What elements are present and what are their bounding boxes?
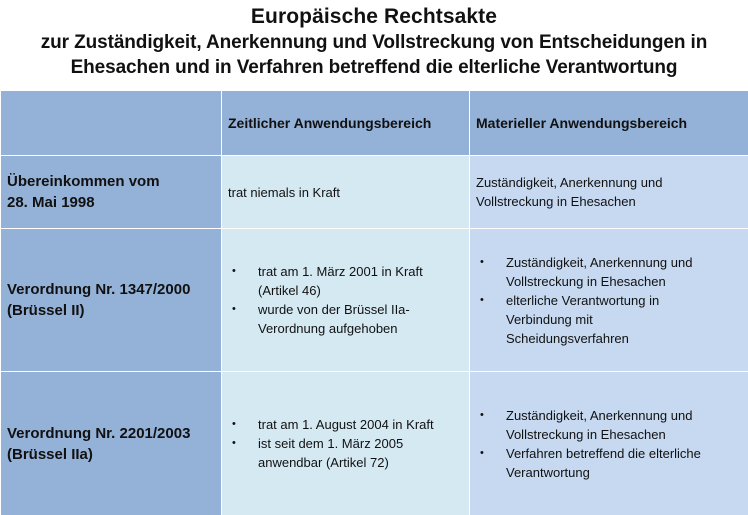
bullet-icon: • <box>480 408 484 421</box>
row-label <box>1 372 222 515</box>
bullet-icon: • <box>480 293 484 306</box>
list-item <box>228 300 469 338</box>
row-label-line: Übereinkommen vom <box>7 173 160 190</box>
bullet-icon: • <box>232 265 236 277</box>
table-row <box>1 372 748 515</box>
temporal-cell <box>222 372 470 515</box>
list-item <box>228 434 469 472</box>
legal-acts-table <box>0 90 748 515</box>
row-label-line: Verordnung Nr. 2201/2003 <box>7 424 191 442</box>
bullet-text: Zuständigkeit, Anerkennung und <box>506 407 693 423</box>
temporal-text: trat niemals in Kraft <box>228 184 340 200</box>
header-cell-material: Materieller Anwendungsbereich <box>470 91 748 156</box>
header-cell-temporal: Zeitlicher Anwendungsbereich <box>222 91 470 156</box>
material-cell <box>470 372 748 515</box>
bullet-text: Scheidungsverfahren <box>506 330 629 346</box>
page-title: Europäische Rechtsakte <box>250 5 498 28</box>
bullet-icon: • <box>232 303 236 315</box>
bullet-text: Verordnung aufgehoben <box>258 321 398 336</box>
row-label-line: 28. Mai 1998 <box>7 194 95 211</box>
temporal-bullet-list <box>228 262 469 338</box>
bullet-icon: • <box>480 255 484 268</box>
bullet-text: Verantwortung <box>506 464 590 480</box>
bullet-text: trat am 1. März 2001 in Kraft <box>258 264 423 279</box>
temporal-cell <box>222 229 470 372</box>
bullet-icon: • <box>232 418 236 430</box>
bullet-text: wurde von der Brüssel IIa- <box>258 302 410 317</box>
page-subtitle-line-1: zur Zuständigkeit, Anerkennung und Vollstreckung von Entscheidungen in <box>40 32 708 53</box>
bullet-text: Vollstreckung in Ehesachen <box>506 273 666 289</box>
bullet-text: ist seit dem 1. März 2005 <box>258 436 404 451</box>
bullet-icon: • <box>232 437 236 449</box>
bullet-text: elterliche Verantwortung in <box>506 292 660 308</box>
list-item <box>476 291 748 348</box>
material-text: Zuständigkeit, Anerkennung und <box>476 175 663 190</box>
bullet-text: (Artikel 46) <box>258 283 321 298</box>
list-item <box>476 253 748 291</box>
bullet-icon: • <box>480 446 484 459</box>
list-item <box>476 406 748 444</box>
table-row <box>1 229 748 372</box>
bullet-text: Verbindung mit <box>506 311 593 327</box>
row-label-line: Verordnung Nr. 1347/2000 <box>7 281 191 298</box>
list-item <box>476 444 748 482</box>
row-label <box>1 229 222 372</box>
material-bullet-list <box>476 406 748 482</box>
list-item <box>228 415 469 434</box>
bullet-text: Zuständigkeit, Anerkennung und <box>506 254 693 270</box>
row-label <box>1 156 222 229</box>
bullet-text: Verfahren betreffend die elterliche <box>506 445 701 461</box>
bullet-text: trat am 1. August 2004 in Kraft <box>258 417 434 432</box>
bullet-text: anwendbar (Artikel 72) <box>258 455 389 470</box>
row-label-line: (Brüssel IIa) <box>7 445 93 463</box>
header-cell-empty <box>1 91 222 156</box>
material-cell <box>470 229 748 372</box>
page-subtitle-line-2: Ehesachen und in Verfahren betreffend die elterliche Verantwortung <box>70 57 678 78</box>
row-label-line: (Brüssel II) <box>7 302 85 319</box>
material-cell <box>470 156 748 229</box>
temporal-cell <box>222 156 470 229</box>
list-item <box>228 262 469 300</box>
temporal-bullet-list <box>228 415 469 472</box>
material-bullet-list <box>476 253 748 348</box>
title-block <box>0 0 748 90</box>
bullet-text: Vollstreckung in Ehesachen <box>506 426 666 442</box>
material-text: Vollstreckung in Ehesachen <box>476 194 636 209</box>
table-row <box>1 156 748 229</box>
table-header-row <box>1 91 748 156</box>
